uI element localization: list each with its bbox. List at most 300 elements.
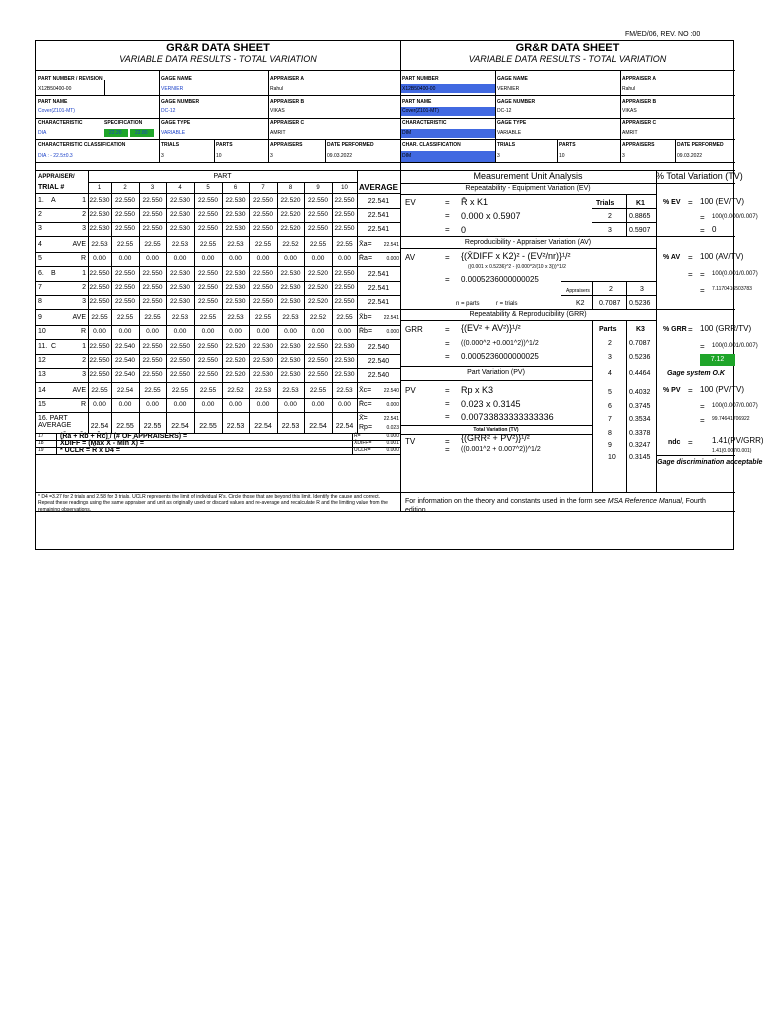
average-symbol: R̄a= [359, 255, 373, 262]
measurement-cell: 0.00 [338, 328, 351, 335]
ppv-label: % PV [663, 387, 681, 394]
n-parts-note: n = parts [456, 301, 480, 307]
pav-calc: 100(0.001/0.007) [712, 271, 758, 277]
measurement-cell: 22.55 [336, 241, 353, 248]
r-val-part-number: X12B50400-00 [402, 86, 436, 92]
measurement-cell: 22.550 [198, 284, 218, 291]
trial-number: R [80, 255, 86, 262]
r-val-gage-type: VARIABLE [497, 130, 522, 136]
k3-parts-7: 7 [608, 416, 612, 423]
measurement-cell: 0.00 [118, 328, 132, 335]
tv-calc: ((0.001^2 + 0.007^2))^1/2 [461, 446, 541, 453]
measurement-cell: 22.520 [225, 343, 246, 350]
equals-sign: = [700, 270, 705, 279]
part-number-header: 10 [341, 185, 348, 191]
measurement-cell: 22.550 [89, 357, 110, 364]
measurement-cell: 0.00 [229, 401, 242, 408]
trial-number: 3 [82, 371, 86, 378]
trial-number: 3 [82, 225, 86, 232]
measurement-cell: 22.550 [170, 371, 190, 378]
measurement-cell: 22.530 [280, 270, 301, 277]
ev-result: 0 [461, 225, 467, 235]
column-line [332, 182, 333, 433]
measurement-cell: 22.54 [116, 387, 134, 394]
table-header-line [36, 193, 400, 194]
r-val-appraiser-c: AMRIT [622, 130, 638, 136]
row-line [36, 252, 400, 253]
measurement-cell: 22.550 [115, 225, 135, 232]
measurement-cell: 22.550 [198, 343, 218, 350]
measurement-cell: 22.550 [253, 211, 273, 218]
pav-label: % AV [663, 254, 681, 261]
column-line [304, 182, 305, 433]
ppv-formula: 100 (PV/TV) [700, 385, 745, 394]
row-line [36, 398, 400, 399]
average-value: 22.541 [367, 271, 390, 278]
equals-sign: = [445, 352, 450, 361]
measurement-cell: 22.53 [227, 241, 244, 248]
r-lbl-gage-type: GAGE TYPE [497, 120, 527, 126]
pav-formula: 100 (AV/TV) [700, 252, 744, 261]
average-symbol: X̄b= [359, 314, 372, 321]
lbl-appraisers: APPRAISERS [270, 142, 303, 148]
part-number-header: 7 [261, 185, 265, 191]
k3-value-10: 0.3145 [629, 454, 651, 461]
pev-label: % EV [663, 199, 681, 206]
measurement-cell: 0.00 [118, 255, 132, 262]
measurement-cell: 0.00 [311, 401, 325, 408]
column-line [194, 182, 195, 433]
k3-header: K3 [636, 326, 645, 333]
measurement-cell: 22.55 [144, 387, 161, 394]
measurement-cell: 22.520 [280, 225, 301, 232]
part-average-cell: 22.54 [309, 423, 327, 430]
measurement-cell: 0.00 [93, 255, 106, 262]
lbl-appraiser-a: APPRAISER A [270, 76, 304, 82]
k1-trial-3: 3 [608, 227, 612, 234]
measurement-cell: 22.550 [308, 197, 328, 204]
measurement-cell: 0.00 [146, 255, 159, 262]
measurement-cell: 22.530 [280, 357, 301, 364]
measurement-cell: 22.530 [334, 357, 355, 364]
measurement-cell: 22.55 [144, 314, 161, 321]
measurement-cell: 22.55 [199, 387, 217, 394]
row-number: 15 [38, 401, 46, 408]
lbl-appraiser-b: APPRAISER B [270, 99, 305, 105]
formula-row-19: * UCLR = R̄ x D4 = [60, 447, 120, 454]
measurement-cell: 22.53 [282, 314, 299, 321]
measurement-cell: 22.540 [115, 371, 135, 378]
trial-number: 2 [82, 284, 86, 291]
part-number-header: 6 [233, 185, 238, 191]
k2-line1 [561, 295, 656, 296]
grr-data-sheet [35, 40, 764, 550]
row-line [36, 208, 400, 209]
av-section: Reproducibility - Appraiser Variation (AV) [464, 239, 592, 246]
pev-formula: 100 (EV/TV) [700, 197, 745, 206]
row-number-18: 18 [38, 440, 44, 446]
row-number: 8 [38, 298, 42, 305]
measurement-cell: 22.530 [280, 371, 301, 378]
measurement-cell: 22.550 [334, 225, 355, 232]
ndc-label: ndc [668, 439, 681, 446]
measurement-cell: 22.530 [225, 211, 246, 218]
mua-header-line [400, 183, 735, 184]
val-spec-high: 22.80 [135, 130, 148, 136]
part-number-header: 4 [178, 185, 182, 191]
measurement-cell: 22.55 [116, 314, 134, 321]
k3-parts-5: 5 [608, 389, 612, 396]
val-parts: 10 [216, 153, 222, 159]
column-line [249, 182, 250, 433]
measurement-cell: 0.00 [338, 255, 351, 262]
trial-number: AVE [72, 241, 86, 248]
equals-sign: = [688, 438, 693, 447]
k3-col [626, 320, 627, 492]
ndc-formula: 1.41(PV/GRR) [712, 436, 764, 445]
measurement-cell: 22.53 [171, 314, 189, 321]
small-row-line [36, 454, 400, 455]
k3-parts-6: 6 [608, 403, 612, 410]
ndc-line [656, 455, 735, 456]
pev-calc: 100(0.000/0.007) [712, 214, 758, 220]
rp-value: 0.023 [386, 425, 399, 431]
k2-value-3: 0.5236 [629, 300, 651, 307]
k1-header: K1 [636, 200, 645, 207]
measurement-cell: 0.00 [311, 255, 325, 262]
measurement-cell: 22.55 [144, 241, 161, 248]
lbl-appraiser-c: APPRAISER C [270, 120, 305, 126]
lbl-char-class: CHARACTERISTIC CLASSIFICATION [38, 142, 126, 148]
formula-symbol-17: R̄= [354, 433, 361, 439]
row-line [36, 236, 400, 237]
row-line [36, 354, 400, 355]
measurement-cell: 22.550 [198, 371, 218, 378]
measurement-cell: 22.55 [91, 387, 108, 394]
k3-value-3: 0.5236 [629, 354, 651, 361]
measurement-cell: 0.00 [284, 255, 297, 262]
measurement-cell: 22.55 [199, 241, 217, 248]
trial-label: TRIAL # [38, 184, 65, 191]
equals-sign: = [700, 402, 705, 411]
pav-result: 7.1170416503783 [712, 286, 752, 292]
app-col-2: 2 [609, 286, 613, 293]
measurement-cell: 0.00 [284, 328, 297, 335]
measurement-cell: 22.550 [170, 343, 190, 350]
part-number-header: 2 [123, 185, 127, 191]
measurement-cell: 22.550 [89, 270, 110, 277]
formula-row-18: X̄DIFF = (Max X̄ - Min X̄) = [60, 440, 145, 447]
part-average-cell: 22.54 [90, 423, 109, 430]
lbl-gage-number: GAGE NUMBER [161, 99, 200, 105]
k3-parts-9: 9 [608, 442, 612, 449]
measurement-cell: 22.530 [225, 284, 246, 291]
average-symbol: R̄c= [359, 401, 372, 408]
equals-sign: = [445, 445, 450, 454]
trial-number: 1 [82, 197, 86, 204]
measurement-cell: 22.520 [225, 371, 246, 378]
k1-line2 [592, 222, 656, 223]
ppv-calc: 100(0.007/0.007) [712, 403, 758, 409]
lbl-trials: TRIALS [161, 142, 180, 148]
measurement-cell: 22.550 [308, 225, 328, 232]
lbl-date: DATE PERFORMED [327, 142, 374, 148]
average-value: 22.540 [383, 388, 399, 394]
part-number-header: 5 [206, 185, 210, 191]
pv-section: Part Variation (PV) [467, 369, 525, 376]
measurement-cell: 22.520 [308, 298, 328, 305]
small-row-col2 [352, 433, 353, 454]
row-number: 13 [38, 371, 46, 378]
measurement-cell: 0.00 [118, 401, 132, 408]
r-lbl-characteristic: CHARACTERISTIC [402, 120, 447, 126]
r-lbl-part-number: PART NUMBER [402, 76, 439, 82]
k3-value-5: 0.4032 [629, 389, 651, 396]
part-average-cell: 22.53 [226, 423, 245, 430]
lbl-specification: SPECIFICATION [104, 120, 143, 126]
grr-sec-line [400, 320, 656, 321]
val-gage-name: VERNIER [161, 86, 184, 92]
measurement-cell: 22.53 [336, 387, 353, 394]
measurement-cell: 22.550 [198, 357, 218, 364]
k3-value-9: 0.3247 [629, 442, 651, 449]
equals-sign: = [445, 386, 450, 395]
equals-sign: = [700, 226, 705, 235]
measurement-cell: 22.550 [89, 298, 110, 305]
lbl-part-number: PART NUMBER / REVISION [38, 76, 103, 82]
row-number: 5 [38, 255, 42, 262]
measurement-cell: 22.550 [253, 270, 273, 277]
measurement-cell: 22.530 [170, 197, 190, 204]
measurement-cell: 22.55 [199, 314, 217, 321]
equals-sign: = [445, 211, 450, 220]
row-number: 3 [38, 225, 42, 232]
measurement-cell: 22.550 [334, 298, 355, 305]
val-appraiser-c: AMRIT [270, 130, 286, 136]
measurement-cell: 0.00 [256, 328, 270, 335]
r-val-gage-number: DC-12 [497, 108, 512, 114]
equals-sign: = [688, 270, 693, 279]
average-value: 22.540 [367, 344, 390, 351]
average-header: AVERAGE [359, 183, 398, 192]
row-number-19: 19 [38, 447, 44, 453]
ndc-calc: 1.41(0.007/0.001) [712, 448, 752, 454]
parts-header: Parts [599, 326, 617, 333]
r-val-date: 09.03.2022 [677, 153, 703, 159]
average-value: 22.541 [367, 198, 390, 205]
equals-sign: = [445, 275, 450, 284]
column-line [111, 182, 112, 433]
equals-sign: = [700, 286, 705, 295]
val-appraiser-b: VIKAS [270, 108, 285, 114]
measurement-cell: 22.530 [334, 371, 355, 378]
row-line [36, 339, 400, 340]
appraiser-letter: C [51, 343, 57, 350]
measurement-cell: 22.530 [253, 371, 273, 378]
row-number: 4 [38, 241, 42, 248]
measurement-cell: 22.540 [115, 357, 135, 364]
measurement-cell: 22.52 [309, 314, 327, 321]
row-line [36, 222, 400, 223]
k3-value-2: 0.7087 [629, 340, 651, 347]
row-number: 1. [38, 197, 44, 204]
av-end-line [400, 309, 735, 310]
average-value: 22.541 [367, 299, 390, 306]
ev-section: Repeatability - Equipment Variation (EV) [465, 185, 591, 192]
part-average-cell: 22.55 [143, 423, 162, 430]
measurement-cell: 22.550 [308, 371, 328, 378]
measurement-cell: 0.00 [201, 255, 215, 262]
val-part-name: Cover(Z101-MT) [38, 108, 75, 114]
ev-end-line [400, 236, 735, 237]
row-line [36, 309, 400, 310]
r-lbl-gage-name: GAGE NAME [497, 76, 528, 82]
val-trials: 3 [161, 153, 164, 159]
measurement-cell: 0.00 [201, 328, 215, 335]
ev-calc: 0.000 x 0.5907 [461, 211, 521, 221]
measurement-cell: 22.550 [308, 343, 328, 350]
r-val-appraisers: 3 [622, 153, 625, 159]
equals-sign: = [445, 225, 450, 234]
measurement-cell: 22.520 [308, 284, 328, 291]
trial-number: 2 [82, 211, 86, 218]
measurement-cell: 22.530 [280, 284, 301, 291]
r-lbl-parts: PARTS [559, 142, 576, 148]
row-line [36, 412, 400, 413]
av-formula: {(X̄DIFF x K2)² - (EV²/nr)}¹/² [461, 251, 571, 261]
measurement-cell: 0.00 [93, 401, 106, 408]
r-trials-note: r = trials [496, 301, 518, 307]
measurement-cell: 22.550 [115, 270, 135, 277]
val-appraiser-a: Rahul [270, 86, 284, 92]
row-line [36, 295, 400, 296]
measurement-cell: 22.550 [142, 298, 163, 305]
r-lbl-part-name: PART NAME [402, 99, 432, 105]
average-symbol: R̄b= [359, 328, 373, 335]
val-part-number: X12B50400-00 [38, 86, 72, 92]
measurement-cell: 0.00 [229, 255, 242, 262]
measurement-cell: 22.550 [253, 298, 273, 305]
measurement-cell: 22.550 [142, 211, 163, 218]
equals-sign: = [445, 325, 450, 334]
xbarbar-symbol: X̄̄= [359, 415, 368, 422]
measurement-cell: 22.550 [89, 343, 110, 350]
row-number: 12 [38, 357, 46, 364]
measurement-cell: 22.53 [171, 241, 189, 248]
xbarbar-value: 22.541 [383, 416, 399, 422]
measurement-cell: 0.00 [256, 401, 270, 408]
gage-system-ok: Gage system O.K [667, 370, 725, 377]
av-label: AV [405, 253, 416, 262]
part-avg-label-2: AVERAGE [38, 422, 72, 429]
measurement-cell: 22.520 [280, 197, 301, 204]
part-avg-label-1: 16. PART [38, 415, 68, 422]
k3-parts-2: 2 [608, 340, 612, 347]
part-number-header: 1 [97, 185, 102, 191]
r-lbl-appraisers: APPRAISERS [622, 142, 655, 148]
measurement-cell: 22.550 [198, 211, 218, 218]
row-number: 2 [38, 211, 42, 218]
measurement-cell: 22.55 [309, 387, 327, 394]
measurement-cell: 22.53 [227, 314, 244, 321]
pv-label: PV [405, 386, 416, 395]
grr-result: 0.0005236000000025 [461, 352, 539, 361]
measurement-cell: 22.55 [309, 241, 327, 248]
k3-value-6: 0.3745 [629, 403, 651, 410]
measurement-cell: 22.550 [253, 284, 273, 291]
k3-parts-3: 3 [608, 354, 612, 361]
pgrr-result: 7.12 [710, 356, 725, 363]
left-title: GR&R DATA SHEET [166, 42, 270, 54]
measurement-cell: 22.530 [170, 298, 190, 305]
measurement-cell: 22.53 [254, 387, 272, 394]
app-col-3: 3 [640, 286, 644, 293]
part-number-header: 3 [150, 185, 155, 191]
column-line [139, 182, 140, 433]
measurement-cell: 22.550 [142, 225, 163, 232]
pgrr-calc: 100(0.001/0.007) [712, 343, 758, 349]
appraiser-letter: B [51, 270, 56, 277]
average-value: 22.541 [383, 242, 399, 248]
lbl-part-name: PART NAME [38, 99, 68, 105]
row-number: 9 [38, 314, 42, 321]
r-lbl-appraiser-a: APPRAISER A [622, 76, 656, 82]
measurement-cell: 22.550 [198, 225, 218, 232]
k2-label: K2 [576, 300, 585, 307]
measurement-cell: 22.530 [89, 211, 110, 218]
measurement-cell: 22.550 [142, 343, 163, 350]
average-symbol: X̄a= [359, 241, 372, 248]
av-result: 0.0005236000000025 [461, 275, 539, 284]
val-gage-number: DC-12 [161, 108, 176, 114]
trials-header: Trials [596, 200, 615, 207]
grr-calc: ((0.000^2 +0.001^2))^1/2 [461, 340, 539, 347]
tv-section: Total Variation (TV) [473, 427, 519, 433]
measurement-cell: 22.550 [142, 197, 163, 204]
k1-value-2: 0.8865 [629, 213, 651, 220]
lbl-parts: PARTS [216, 142, 233, 148]
r-lbl-trials: TRIALS [497, 142, 516, 148]
average-value: 22.541 [383, 315, 399, 321]
measurement-cell: 22.540 [115, 343, 135, 350]
tv-divider [656, 170, 657, 492]
formula-value-19: 0.000 [386, 447, 399, 453]
trial-number: AVE [72, 314, 86, 321]
measurement-cell: 22.530 [170, 270, 190, 277]
measurement-cell: 22.530 [225, 270, 246, 277]
r-val-characteristic: DIM [402, 130, 412, 136]
r-val-part-name: Cover(Z101-MT) [402, 108, 439, 114]
row-line [36, 266, 400, 267]
equals-sign: = [445, 198, 450, 207]
column-line [88, 171, 89, 433]
formula-value-17: 0.000 [386, 433, 399, 439]
k3-col0 [592, 320, 593, 492]
val-characteristic: DIA [38, 130, 47, 136]
rp-symbol: Rp= [359, 424, 373, 431]
lbl-gage-name: GAGE NAME [161, 76, 192, 82]
row-line [36, 368, 400, 369]
trial-number: 2 [82, 357, 86, 364]
k2-line0 [561, 281, 656, 282]
measurement-cell: 22.530 [89, 225, 110, 232]
k3-parts-4: 4 [608, 370, 612, 377]
part-average-cell: 22.55 [199, 423, 217, 430]
measurement-cell: 22.530 [170, 284, 190, 291]
column-line [166, 182, 167, 433]
tv-label: TV [405, 437, 416, 446]
row-number: 11. [38, 343, 48, 350]
